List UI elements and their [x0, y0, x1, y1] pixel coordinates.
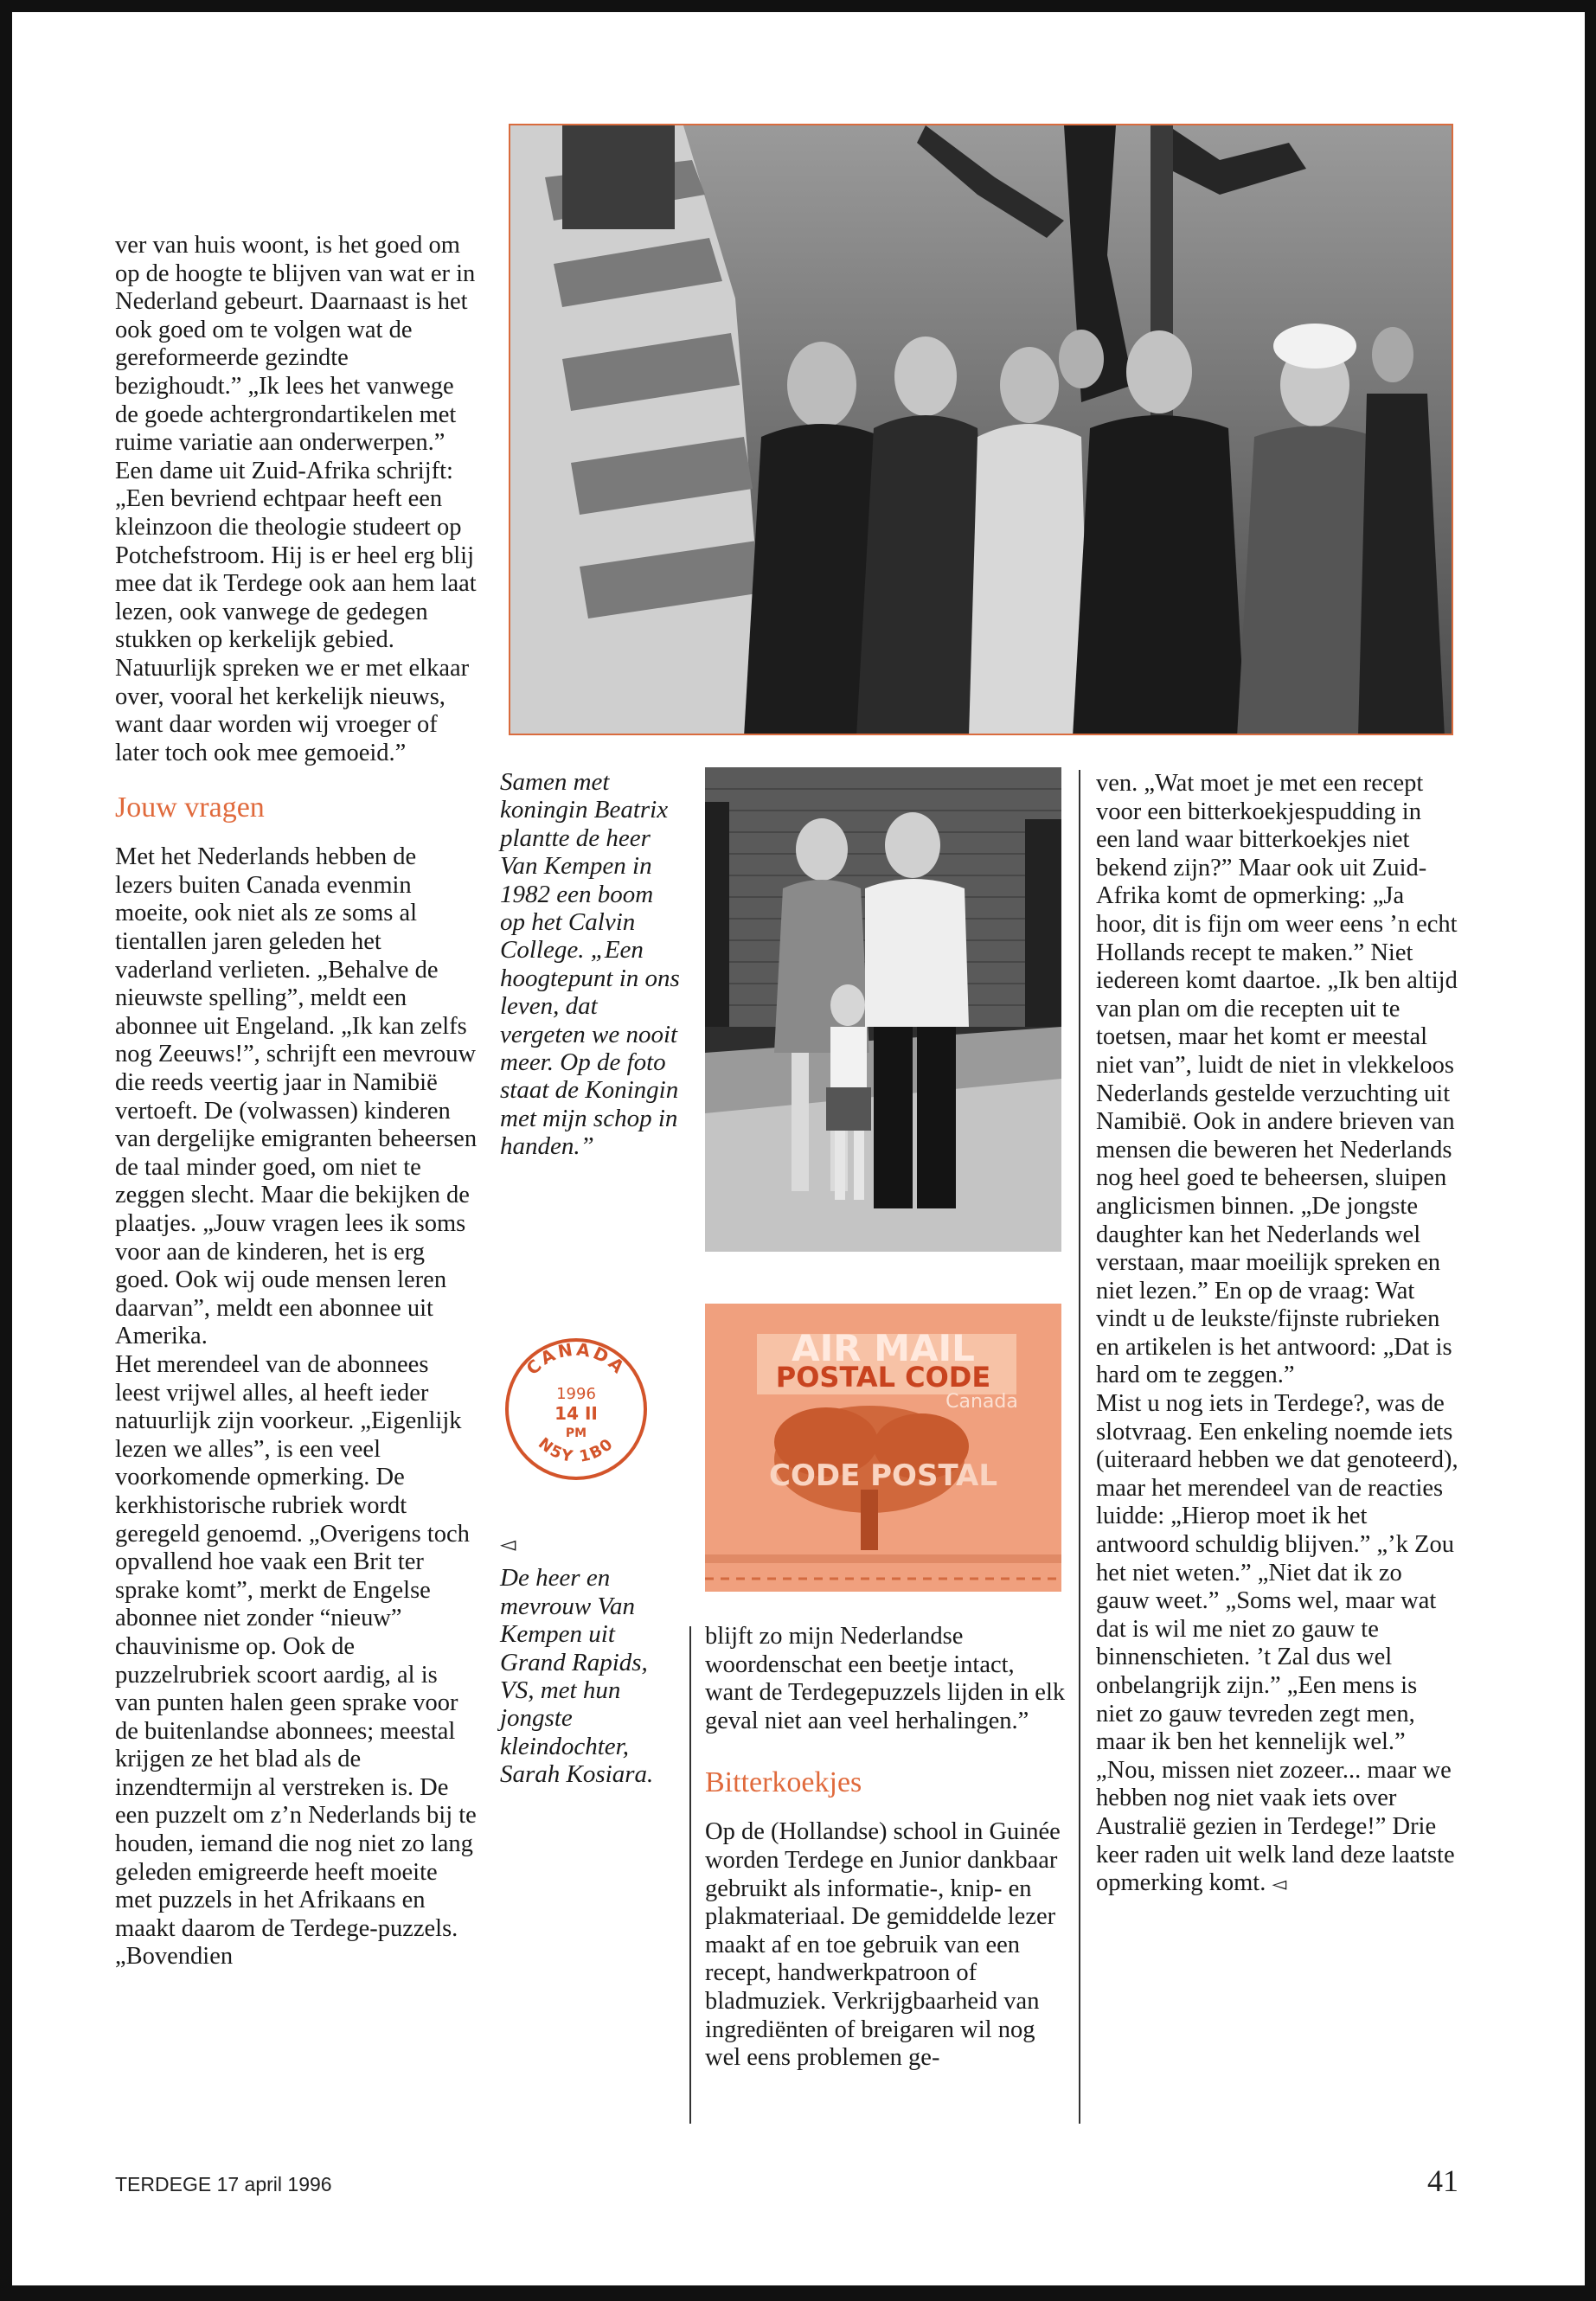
column4-paragraph-2 [1096, 1390, 1459, 1899]
column4-paragraph-2-text: Mist u nog iets in Terdege?, was de slotvraag. Een enkeling noemde iets (uiteraard hebben we dat genoteerd), maar het merendeel van de reacties luidde: „Hierop moet ik het antwoord schuldig blijven.” „’k Zou het niet weten.” „Niet dat ik zo gauw weet.” „Soms wel, maar wat dat is wil me niet zo gauw te binnenschieten. ’t Zal dus wel onbelangrijk zijn.” „Een mens is niet zo gauw tevreden zegt men, maar ik ben het kennelijk wel.” „Nou, missen niet zozeer... maar we hebben nog niet vaak iets over Australië gezien in Terdege!” Drie keer raden uit welk land deze laatste opmerking komt. [1096, 1390, 1458, 1897]
postmark-code: N5Y 1B0 [535, 1434, 618, 1466]
scan-border-right [1585, 0, 1596, 2301]
article-column-3 [705, 1623, 1068, 2073]
photo-caption-queen: Samen met koningin Beatrix plantte de heer Van Kempen in 1982 een boom op het Calvin College. „Een hoogtepunt in ons leven, dat vergeten we nooit meer. Op de foto staat de Koningin met mijn schop in handen.” [500, 768, 680, 1161]
column-rule-left [689, 1626, 691, 2124]
column3-paragraph-1: blijft zo mijn Nederlandse woordenschat een beetje intact, want de Terdegepuzzels lijden in elk geval niet aan veel herhalingen.” [705, 1623, 1066, 1734]
scan-border-top [0, 0, 1596, 12]
column1-paragraph-3: Met het Nederlands hebben de lezers buiten Canada evenmin moeite, ook niet als ze soms al tientallen jaren geleden het vaderland verlieten. „Behalve de nieuwste spelling”, meldt een abonnee uit Engeland. „Ik kan zelfs nog Zeeuws!”, schrijft een mevrouw die reeds veertig jaar in Namibië vertoeft. De (volwassen) kinderen van dergelijke emigranten beheersen de taal minder goed, om niet te zeggen slecht. Maar die bekijken de plaatjes. „Jouw vragen lees ik soms voor aan de kinderen, het is erg goed. Ook wij oude mensen leren daarvan”, meldt een abonnee uit Amerika. [115, 843, 478, 1350]
column4-paragraph-1: ven. „Wat moet je met een recept voor een bitterkoekjespudding in een land waar bitterkoekjes niet bekend zijn?” Maar ook uit Zuid-Afrika komt de opmerking: „Ja hoor, dit is fijn om weer eens ’n echt Hollands recept te maken.” Niet iedereen komt daartoe. „Ik ben altijd van plan om die recepten uit te toetsen, maar het komt er meestal niet van”, luidt de niet in vlekkeloos Nederlands gestelde verzuchting uit Namibië. Ook in andere brieven van mensen die beweren het Nederlands nog heel goed te beheersen, sluipen anglicismen binnen. „De jongste daughter kan het Nederlands wel verstaan, maar moeilijk spreken en niet lezen.” En op de vraag: Wat vindt u de leukste/fijnste rubrieken en artikelen is het antwoord: „Dat is hard om te zeggen.” [1096, 770, 1458, 1389]
postmark-year: 1996 [556, 1385, 596, 1403]
scan-border-bottom [0, 2285, 1596, 2301]
column3-paragraph-2: Op de (Hollandse) school in Guinée worden Terdege en Junior dankbaar gebruikt als informatie-, knip- en plakmateriaal. De gemiddelde lezer maakt af en toe gebruik van een recept, handwerkpatroon of bladmuziek. Verkrijgbaarheid van ingrediënten of breigaren wil nog wel eens problemen ge- [705, 1818, 1061, 2072]
page-number: 41 [1427, 2163, 1458, 2198]
caption-pointer-icon: ◅ [500, 1534, 516, 1556]
postmark-country: CANADA [522, 1338, 631, 1380]
column-rule-right [1079, 770, 1080, 2124]
stamp-canada-text: Canada [945, 1391, 1018, 1413]
stamp-postal-code-text: POSTAL CODE [775, 1361, 991, 1394]
column1-paragraph-4: Het merendeel van de abonnees leest vrijwel alles, al heeft ieder natuurlijk zijn voorkeur. „Eigenlijk lezen we alles”, is een veel voorkomende opmerking. De kerkhistorische rubriek wordt geregeld genoemd. „Overigens toch opvallend hoe vaak een Brit ter sprake komt”, merkt de Engelse abonnee niet zonder “nieuw” chauvinisme op. Ook de puzzelrubriek scoort aardig, al is van punten halen geen sprake voor de buitenlandse abonnees; meestal krijgen ze het blad als de inzendtermijn al verstreken is. De een puzzelt om z’n Nederlands bij te houden, iemand die nog niet zo lang geleden emigreerde heeft moeite met puzzels in het Afrikaans en maakt daarom de Terdege-puzzels. „Bovendien [115, 1350, 477, 1971]
photo-van-kempen-family [705, 767, 1061, 1252]
postmark-date: 14 II [554, 1403, 598, 1424]
photo-caption-family [500, 1531, 682, 1789]
stamp-airmail-text: AIR MAIL [792, 1327, 975, 1369]
heading-jouw-vragen: Jouw vragen [115, 792, 265, 824]
article-end-icon: ◅ [1272, 1873, 1287, 1895]
column1-paragraph-2: Een dame uit Zuid-Afrika schrijft: „Een bevriend echtpaar heeft een kleinzoon die theologie studeert op Potchefstroom. Hij is er heel erg blij mee dat ik Terdege ook aan hem laat lezen, ook vanwege de gedegen stukken op kerkelijk gebied. Natuurlijk spreken we er met elkaar over, vooral het kerkelijk nieuws, want daar worden wij vroeger of later toch ook mee gemoeid.” [115, 457, 477, 766]
stamp-code-postal-text: CODE POSTAL [769, 1458, 997, 1493]
heading-bitterkoekjes: Bitterkoekjes [705, 1766, 862, 1799]
svg-text:CANADA [522, 1338, 630, 1379]
article-column-1 [115, 232, 478, 1971]
column1-paragraph-1: ver van huis woont, is het goed om op de hoogte te blijven van wat er in Nederland gebeurt. Daarnaast is het ook goed om te volgen wat de gereformeerde gezindte bezighoudt.” „Ik lees het vanwege de goede achtergrondartikelen met ruime variatie aan onderwerpen.” [115, 232, 476, 457]
footer-issue: TERDEGE 17 april 1996 [115, 2173, 332, 2195]
airmail-stamp-image [705, 1304, 1061, 1592]
scan-border-left [0, 0, 12, 2301]
canada-postmark [503, 1336, 649, 1482]
caption2-text: De heer en mevrouw Van Kempen uit Grand Rapids, VS, met hun jongste kleindochter, Sarah Kosiara. [500, 1564, 654, 1789]
photo-queen-beatrix-visit [509, 124, 1453, 735]
article-column-4 [1096, 770, 1459, 1899]
postmark-time: PM [565, 1426, 587, 1440]
